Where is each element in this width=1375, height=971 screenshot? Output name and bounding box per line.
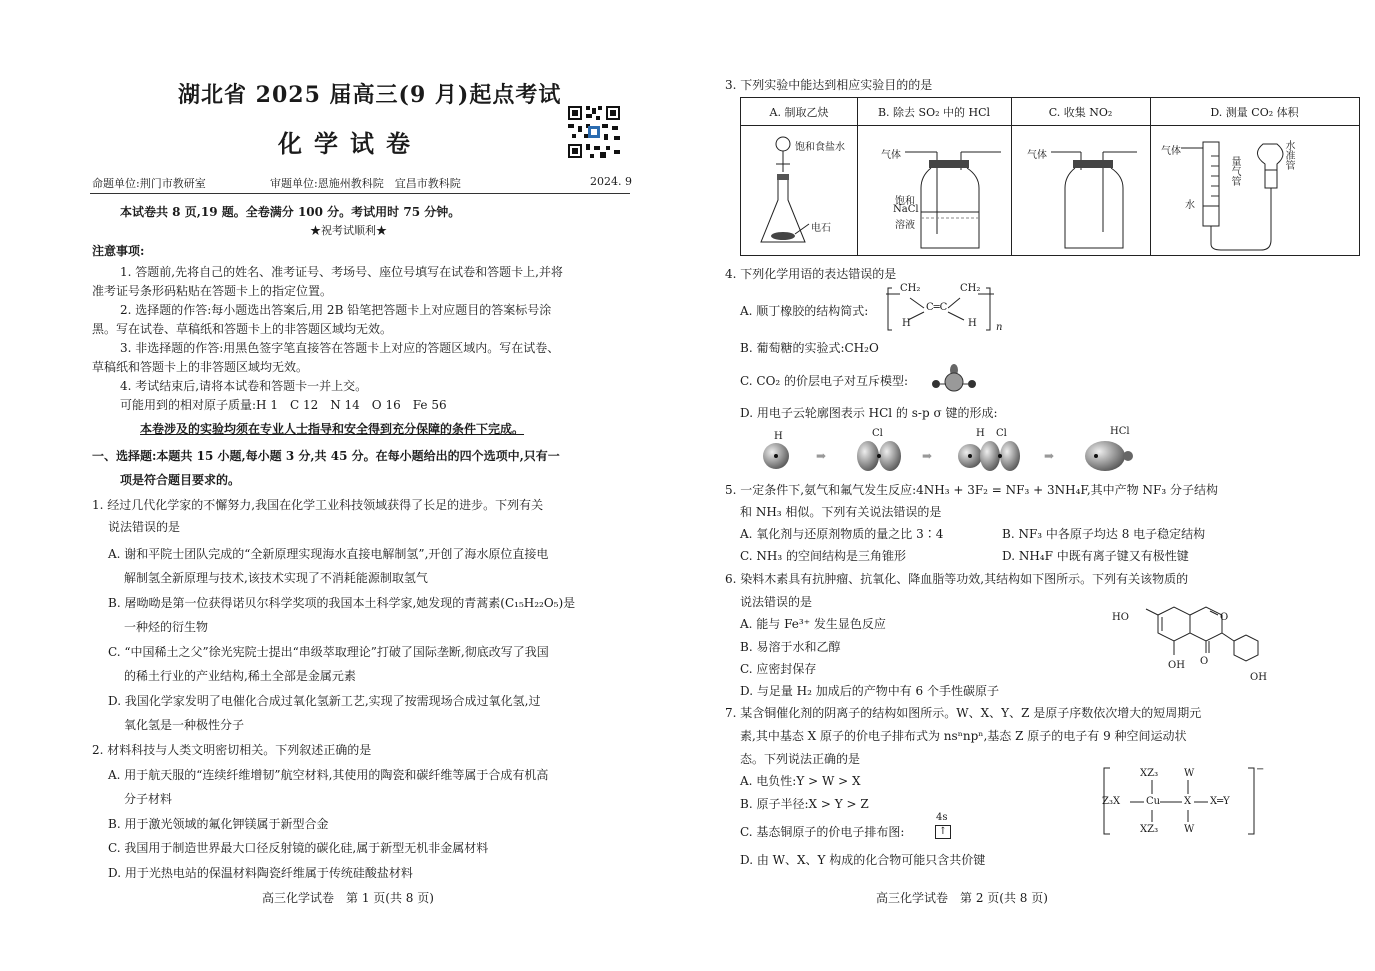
- copper-anion-structure: [1102, 764, 1265, 836]
- q1-stem-cont: 说法错误的是: [108, 520, 181, 534]
- struct-x-y: X═Y: [1210, 796, 1230, 807]
- q5-option-d: D. NH₄F 中既有离子键又有极性键: [1002, 549, 1189, 563]
- genistein-ho: HO: [1112, 612, 1129, 623]
- orbital-overlap-diagram: [760, 426, 1360, 476]
- q5-stem: 5. 一定条件下,氨气和氟气发生反应:4NH₃ + 3F₂ = NF₃ + 3NH₄F,其中产物 NF₃ 分子结构: [725, 483, 1218, 497]
- q3-header-c: C. 收集 NO₂: [1048, 106, 1113, 119]
- formula-h-left: H: [902, 318, 911, 329]
- struct-z3x: Z₃X: [1102, 796, 1121, 807]
- section-1-heading: 一、选择题:本题共 15 小题,每小题 3 分,共 45 分。在每小题给出的四个选项中,只有一: [92, 449, 560, 463]
- q2-option-a: A. 用于航天服的“连续纤维增韧”航空材料,其使用的陶瓷和碳纤维等属于合成有机高: [108, 768, 549, 782]
- genistein-o-ring: O: [1220, 612, 1229, 623]
- qr-code-icon: [566, 104, 622, 160]
- struct-w-top: W: [1184, 768, 1195, 779]
- wash-bottle-icon: [901, 136, 1011, 254]
- section-1-heading-cont: 项是符合题目要求的。: [120, 473, 241, 487]
- label-solution: 溶液: [895, 220, 915, 231]
- q6-stem: 6. 染料木素具有抗肿瘤、抗氧化、降血脂等功效,其结构如下图所示。下列有关该物质的: [725, 572, 1189, 586]
- wish: ★祝考试顺利★: [310, 224, 387, 237]
- notice-4: 4. 考试结束后,请将本试卷和答题卡一并上交。: [120, 379, 368, 393]
- q4-option-c: C. CO₂ 的价层电子对互斥模型:: [740, 374, 909, 388]
- exam-subject: 化学试卷: [278, 129, 422, 158]
- q3-experiment-table: [740, 97, 1360, 256]
- q1-option-d: D. 我国化学家发明了电催化合成过氧化氢新工艺,实现了按需现场合成过氧化氢,过: [108, 694, 541, 708]
- q5-option-a: A. 氧化剂与还原剂物质的量之比 3∶4: [740, 527, 944, 541]
- q6-option-b: B. 易溶于水和乙醇: [740, 640, 841, 654]
- label-gas-b: 气体: [881, 150, 901, 161]
- notice-title: 注意事项:: [92, 244, 145, 258]
- q2-option-b: B. 用于激光领域的氟化钾镁属于新型合金: [108, 817, 329, 831]
- orbital-label-h: H: [774, 431, 783, 442]
- page-footer-1: 高三化学试卷 第 1 页(共 8 页): [262, 891, 434, 905]
- q3-header-b: B. 除去 SO₂ 中的 HCl: [877, 106, 991, 119]
- q6-stem-cont: 说法错误的是: [740, 595, 813, 609]
- right-page: [690, 0, 1375, 971]
- q1-option-d-cont: 氧化氢是一种极性分子: [124, 718, 245, 732]
- q3-header-a: A. 制取乙炔: [769, 106, 829, 119]
- q7-option-b: B. 原子半径:X > Y > Z: [740, 797, 869, 811]
- q1-option-b: B. 屠呦呦是第一位获得诺贝尔科学奖项的我国本土科学家,她发现的青蒿素(C₁₅H₂₂O₅)是: [108, 596, 576, 610]
- orbital-label-hcl: HCl: [1110, 426, 1130, 437]
- q1-option-c-cont: 的稀土行业的产业结构,稀土全部是金属元素: [124, 669, 356, 683]
- q1-option-b-cont: 一种烃的衍生物: [124, 620, 209, 634]
- notice-3a: 3. 非选择题的作答:用黑色签字笔直接答在答题卡上对应的答题区域内。写在试卷、: [120, 341, 560, 355]
- struct-cu: Cu: [1146, 796, 1161, 807]
- formula-ch2-left: CH₂: [900, 283, 921, 294]
- q7-option-c: C. 基态铜原子的价电子排布图:: [740, 825, 905, 839]
- notice-1b: 准考证号条形码粘贴在答题卡上的指定位置。: [92, 284, 333, 298]
- q7-stem: 7. 某含铜催化剂的阴离子的结构如图所示。W、X、Y、Z 是原子序数依次增大的短周期元: [725, 706, 1202, 720]
- q7-option-a: A. 电负性:Y > W > X: [740, 774, 861, 788]
- label-carbide: 电石: [811, 223, 831, 234]
- q7-stem-cont: 素,其中基态 X 原子的价电子排布式为 nsⁿnpⁿ,基态 Z 原子的电子有 9 种空间运动状: [740, 729, 1187, 743]
- exam-date: 2024. 9: [590, 175, 632, 188]
- q4-stem: 4. 下列化学用语的表达错误的是: [725, 267, 897, 281]
- svg-text:➡: ➡: [922, 449, 933, 463]
- label-leveling-tube: 水准管: [1283, 140, 1294, 170]
- orbital-label-cl2: Cl: [996, 428, 1007, 439]
- genistein-oh-5: OH: [1168, 660, 1185, 671]
- notice-2b: 黑。写在试卷、草稿纸和答题卡上的非答题区域均无效。: [92, 322, 393, 336]
- orbital-box-4s: ↑: [935, 825, 951, 839]
- svg-text:➡: ➡: [816, 449, 827, 463]
- formula-cc: C═C: [926, 302, 948, 313]
- exam-title: 湖北省 2025 届高三(9 月)起点考试: [178, 82, 562, 108]
- q4-option-b: B. 葡萄糖的实验式:CH₂O: [740, 341, 879, 355]
- q2-option-a-cont: 分子材料: [124, 792, 173, 806]
- q1-option-c: C. “中国稀土之父”徐光宪院士提出“串级萃取理论”打破了国际垄断,彻底改写了我国: [108, 645, 549, 659]
- proposer: 命题单位:荆门市教研室: [92, 177, 206, 190]
- label-burette: 量气管: [1229, 156, 1240, 186]
- q1-option-a-cont: 解制氢全新原理与技术,该技术实现了不消耗能源制取氢气: [124, 571, 428, 585]
- label-saltwater: 饱和食盐水: [795, 142, 845, 153]
- formula-ch2-right: CH₂: [960, 283, 981, 294]
- orbital-4s-label: 4s: [936, 812, 948, 823]
- collection-bottle-icon: [1041, 136, 1146, 254]
- reviewer: 审题单位:恩施州教科院 宜昌市教科院: [270, 177, 461, 190]
- q3-stem: 3. 下列实验中能达到相应实验目的的是: [725, 78, 933, 92]
- q5-option-b: B. NF₃ 中各原子均达 8 电子稳定结构: [1002, 527, 1206, 541]
- label-gas-c: 气体: [1027, 150, 1047, 161]
- q6-option-d: D. 与足量 H₂ 加成后的产物中有 6 个手性碳原子: [740, 684, 999, 698]
- label-water: 水: [1185, 200, 1195, 211]
- notice-3b: 草稿纸和答题卡上的非答题区域均无效。: [92, 360, 309, 374]
- page-footer-2: 高三化学试卷 第 2 页(共 8 页): [876, 891, 1048, 905]
- q7-stem-cont2: 态。下列说法正确的是: [740, 752, 861, 766]
- formula-h-right: H: [968, 318, 977, 329]
- genistein-structure: [1130, 605, 1260, 685]
- label-nacl: NaCl: [893, 204, 919, 215]
- safety-note: 本卷涉及的实验均须在专业人士指导和安全得到充分保障的条件下完成。: [140, 422, 525, 436]
- q1-option-a: A. 谢和平院士团队完成的“全新原理实现海水直接电解制氢”,开创了海水原位直接电: [108, 547, 549, 561]
- struct-charge: −: [1256, 764, 1265, 775]
- formula-n: n: [996, 322, 1003, 333]
- genistein-oh-4prime: OH: [1250, 672, 1267, 683]
- genistein-o-carbonyl: O: [1200, 656, 1209, 667]
- q1-stem: 1. 经过几代化学家的不懈努力,我国在化学工业科技领域获得了长足的进步。下列有关: [92, 498, 544, 512]
- q5-stem-cont: 和 NH₃ 相似。下列有关说法错误的是: [740, 505, 942, 519]
- q3-header-d: D. 测量 CO₂ 体积: [1210, 106, 1299, 119]
- q6-option-c: C. 应密封保存: [740, 662, 817, 676]
- gas-burette-icon: [1181, 134, 1351, 254]
- q6-option-a: A. 能与 Fe³⁺ 发生显色反应: [740, 617, 886, 631]
- q4-option-d: D. 用电子云轮廓图表示 HCl 的 s-p σ 键的形成:: [740, 406, 998, 420]
- notice-1a: 1. 答题前,先将自己的姓名、准考证号、考场号、座位号填写在试卷和答题卡上,并将: [120, 265, 563, 279]
- struct-x: X: [1184, 796, 1192, 807]
- q2-stem: 2. 材料科技与人类文明密切相关。下列叙述正确的是: [92, 743, 372, 757]
- q5-option-c: C. NH₃ 的空间结构是三角锥形: [740, 549, 906, 563]
- struct-w-bot: W: [1184, 824, 1195, 835]
- q3-header-rule: [741, 125, 1359, 126]
- struct-xz3-top: XZ₃: [1140, 768, 1159, 779]
- paper-info: 本试卷共 8 页,19 题。全卷满分 100 分。考试用时 75 分钟。: [120, 205, 461, 219]
- notice-2a: 2. 选择题的作答:每小题选出答案后,用 2B 铅笔把答题卡上对应题目的答案标号涂: [120, 303, 552, 317]
- header-rule: [90, 193, 630, 194]
- label-gas-d: 气体: [1161, 146, 1181, 157]
- orbital-label-h2: H: [976, 428, 985, 439]
- svg-text:➡: ➡: [1044, 449, 1055, 463]
- struct-xz3-bot: XZ₃: [1140, 824, 1159, 835]
- left-page: [0, 0, 680, 971]
- q2-option-d: D. 用于光热电站的保温材料陶瓷纤维属于传统硅酸盐材料: [108, 866, 413, 880]
- q4-option-a: A. 顺丁橡胶的结构简式:: [740, 304, 869, 318]
- vsepr-model-icon: [926, 362, 986, 396]
- orbital-label-cl: Cl: [872, 428, 883, 439]
- q2-option-c: C. 我国用于制造世界最大口径反射镜的碳化硅,属于新型无机非金属材料: [108, 841, 489, 855]
- q7-option-d: D. 由 W、X、Y 构成的化合物可能只含共价键: [740, 853, 986, 867]
- atomic-mass: 可能用到的相对原子质量:H 1 C 12 N 14 O 16 Fe 56: [120, 398, 447, 412]
- label-saturated: 饱和: [895, 196, 915, 207]
